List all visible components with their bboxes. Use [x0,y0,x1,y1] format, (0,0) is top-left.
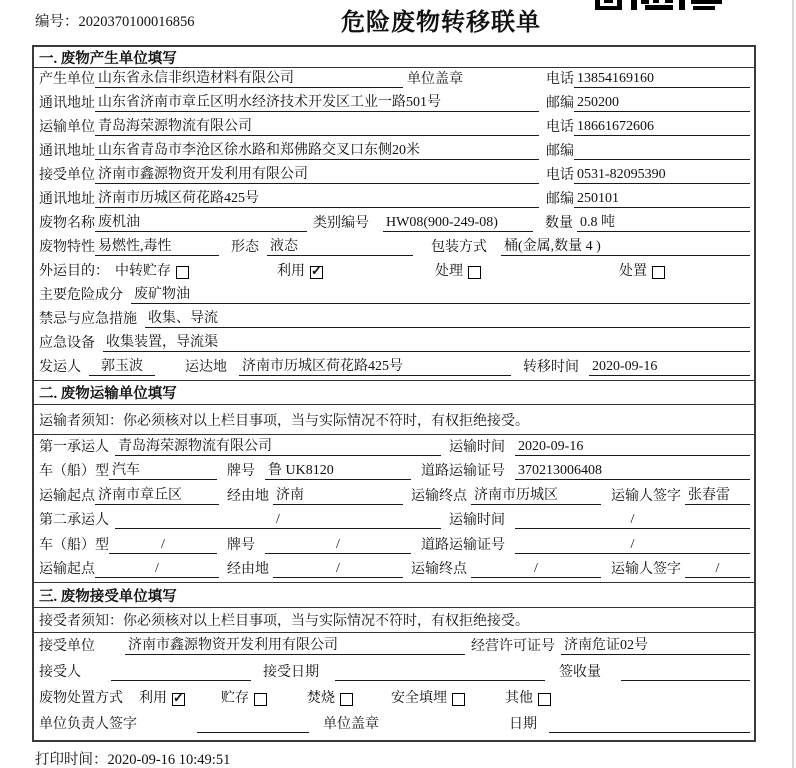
origin1-label: 运输起点 [39,488,95,504]
origin2-label: 运输起点 [39,562,95,577]
carrier2-row [34,509,754,534]
doc-number-label: 编号： [35,14,79,30]
producer-phone-label: 电话 [546,72,574,87]
section2-header: 二. 废物运输单位填写 [34,381,754,405]
road-permit2-value: / [515,537,750,554]
receive-unit-value: 济南市鑫源物资开发利用有限公司 [125,638,465,655]
via2-value: / [273,561,403,578]
endpoint2-value: / [471,561,601,578]
transport-unit-row [34,116,754,140]
page-edge-shadow [792,0,794,768]
checkbox-treat [468,266,481,279]
road-permit2-label: 道路运输证号 [421,537,505,553]
doc-number-value: 2020370100016856 [78,14,195,30]
transport-address-label: 通讯地址 [39,144,95,159]
vehicle-type1-value: 汽车 [109,463,217,480]
emergency-equipment-label: 应急设备 [39,336,95,351]
transporter-notice: 运输者须知：你必须核对以上栏目事项，当与实际情况不符时，有权拒绝接受。 [34,405,754,435]
receive-date-value [335,666,545,681]
emergency-measures-row [34,308,754,332]
purpose-dispose-label: 处置 [619,264,647,279]
producer-postcode-label: 邮编 [546,96,574,111]
checkbox-disposal-landfill [452,693,465,706]
via1-value: 济南 [273,488,403,505]
destination-value: 济南市历城区荷花路425号 [239,359,511,376]
transfer-date-value: 2020-09-16 [589,359,750,376]
emergency-equipment-value: 收集装置，导流渠 [103,335,750,352]
received-amount-value [621,666,750,681]
purpose-treat-label: 处理 [435,264,463,279]
receiver-person-value [111,666,251,681]
waste-name-label: 废物名称 [39,216,95,231]
emergency-measures-label: 禁忌与应急措施 [39,312,137,327]
transport-phone-label: 电话 [546,120,574,135]
carrier-sign2-value: / [685,561,750,578]
producer-postcode-value: 250200 [574,95,750,112]
carrier2-value: / [115,512,441,529]
producer-address-value: 山东省济南市章丘区明水经济技术开发区工业一路501号 [95,95,539,112]
responsible-sign-label: 单位负责人签字 [39,717,137,732]
vehicle2-row [34,533,754,558]
waste-name-value: 废机油 [95,215,307,232]
producer-unit-value: 山东省永信非织造材料有限公司 [95,71,403,88]
vehicle-type1-label: 车（船）型 [39,464,109,479]
receiver-phone-label: 电话 [546,168,574,183]
carrier-sign1-label: 运输人签字 [611,488,681,504]
responsible-sign-value [197,718,309,733]
carrier1-value: 青岛海荣源物流有限公司 [115,439,441,456]
vehicle1-row [34,460,754,485]
producer-address-label: 通讯地址 [39,96,95,111]
origin1-value: 济南市章丘区 [95,488,219,505]
vehicle-type2-label: 车（船）型 [39,537,109,553]
receiver-address-label: 通讯地址 [39,192,95,207]
section1-header: 一. 废物产生单位填写 [34,47,754,68]
receive-unit-row [34,633,754,659]
checkmark: ✓ [311,263,322,278]
destination-label: 运达地 [185,360,227,375]
disposal-incinerate-label: 焚烧 [307,691,335,706]
transfer-date-label: 转移时间 [523,360,579,375]
transfer-purpose-label: 外运目的： [39,264,109,279]
page-title: 危险废物转移联单 [341,10,541,36]
waste-code-label: 类别编号 [313,216,369,231]
transport-time2-label: 运输时间 [449,513,505,528]
producer-address-row [34,92,754,116]
transport-unit-label: 运输单位 [39,120,95,135]
receive-date-label: 接受日期 [263,665,319,680]
receiver-phone-value: 0531-82095390 [574,167,750,184]
responsible-sign-row [34,711,754,737]
receiver-person-row [34,659,754,685]
receiver-unit-label: 接受单位 [39,168,95,183]
waste-property-value: 易燃性,毒性 [95,239,219,256]
road-permit1-value: 370213006408 [515,463,750,480]
section-producer [34,47,754,380]
date-value [549,718,750,733]
producer-unit-label: 产生单位 [39,72,95,87]
unit-seal-label: 单位盖章 [407,72,463,87]
endpoint2-label: 运输终点 [411,562,467,577]
main-hazard-label: 主要危险成分 [39,288,123,303]
section3-header: 三. 废物接受单位填写 [34,583,754,608]
disposal-method-label: 废物处置方式 [39,691,123,706]
received-amount-label: 签收量 [559,665,601,680]
receiver-unit-row [34,164,754,188]
receiver-postcode-value: 250101 [574,191,750,208]
disposal-landfill-label: 安全填埋 [391,691,447,706]
packing-method-label: 包装方式 [431,240,487,255]
plate-number2-value: / [265,537,411,554]
date-label: 日期 [509,717,537,732]
carrier1-label: 第一承运人 [39,439,109,455]
waste-name-row [34,212,754,236]
waste-quantity-value: 0.8 吨 [577,215,750,232]
endpoint1-value: 济南市历城区 [471,488,601,505]
carrier-sign1-value: 张春雷 [685,488,750,505]
section-transport [34,380,754,582]
checkbox-transit-storage [176,266,189,279]
disposal-utilize-label: 利用 [139,691,167,706]
checkbox-disposal-storage [254,693,267,706]
carrier1-row [34,435,754,460]
transport-postcode-label: 邮编 [546,144,574,159]
via2-label: 经由地 [227,562,269,577]
transport-time2-value: / [515,512,750,529]
receiver-postcode-label: 邮编 [546,192,574,207]
license-number-value: 济南危证02号 [561,638,750,655]
road-permit1-label: 道路运输证号 [421,464,505,479]
transport-unit-value: 青岛海荣源物流有限公司 [95,119,539,136]
checkbox-utilize [310,263,323,279]
checkbox-dispose [652,266,665,279]
transport-time1-value: 2020-09-16 [515,439,750,456]
emergency-measures-value: 收集、导流 [145,311,750,328]
receiver-unit-value: 济南市鑫源物资开发利用有限公司 [95,167,539,184]
waste-quantity-label: 数量 [545,216,573,231]
disposal-storage-label: 贮存 [221,691,249,706]
checkbox-disposal-other [538,693,551,706]
checkbox-disposal-incinerate [340,693,353,706]
waste-form-label: 形态 [231,240,259,255]
receive-unit-label: 接受单位 [39,639,95,654]
waste-form-value: 液态 [267,239,413,256]
plate-number1-value: 鲁 UK8120 [265,463,411,480]
receiver-person-label: 接受人 [39,665,81,680]
vehicle-type2-value: / [109,537,217,554]
disposal-method-row [34,685,754,711]
receiver-address-row [34,188,754,212]
unit-seal2-label: 单位盖章 [323,717,379,732]
route1-row [34,484,754,509]
print-time [35,748,230,768]
producer-phone-value: 13854169160 [574,71,750,88]
main-hazard-row [34,284,754,308]
transport-time1-label: 运输时间 [449,439,505,455]
waste-property-row [34,236,754,260]
waste-code-value: HW08(900-249-08) [383,215,533,232]
purpose-utilize-label: 利用 [277,264,305,279]
route2-row [34,558,754,583]
via1-label: 经由地 [227,488,269,504]
print-time-label: 打印时间： [35,752,108,768]
license-number-label: 经营许可证号 [471,639,555,654]
receiver-notice: 接受者须知：你必须核对以上栏目事项，当与实际情况不符时，有权拒绝接受。 [34,608,754,633]
packing-method-value: 桶(金属,数量 4 ) [501,239,750,256]
carrier-sign2-label: 运输人签字 [611,562,681,577]
endpoint1-label: 运输终点 [411,488,467,504]
consigner-value: 郭玉波 [89,359,155,376]
transport-phone-value: 18661672606 [574,119,750,136]
main-hazard-value: 废矿物油 [131,287,750,304]
waste-property-label: 废物特性 [39,240,95,255]
consigner-row [34,356,754,380]
emergency-equipment-row [34,332,754,356]
purpose-transit-storage-label: 中转贮存 [115,264,171,279]
print-time-value: 2020-09-16 10:49:51 [107,752,231,768]
section-receiver [34,582,754,737]
consigner-label: 发运人 [39,360,81,375]
disposal-other-label: 其他 [505,691,533,706]
transfer-purpose-row [34,260,754,284]
checkbox-disposal-utilize [172,690,185,706]
cutoff-stamp-icon [595,0,722,10]
receiver-address-value: 济南市历城区荷花路425号 [95,191,539,208]
producer-unit-row [34,68,754,92]
transfer-form [32,45,756,742]
plate-number2-label: 牌号 [227,537,255,553]
origin2-value: / [95,561,219,578]
checkmark: ✓ [173,690,184,705]
transport-address-value: 山东省青岛市李沧区徐水路和郑佛路交叉口东侧20米 [95,143,539,160]
transport-postcode-value [574,145,750,160]
plate-number1-label: 牌号 [227,464,255,479]
transport-address-row [34,140,754,164]
carrier2-label: 第二承运人 [39,513,109,528]
